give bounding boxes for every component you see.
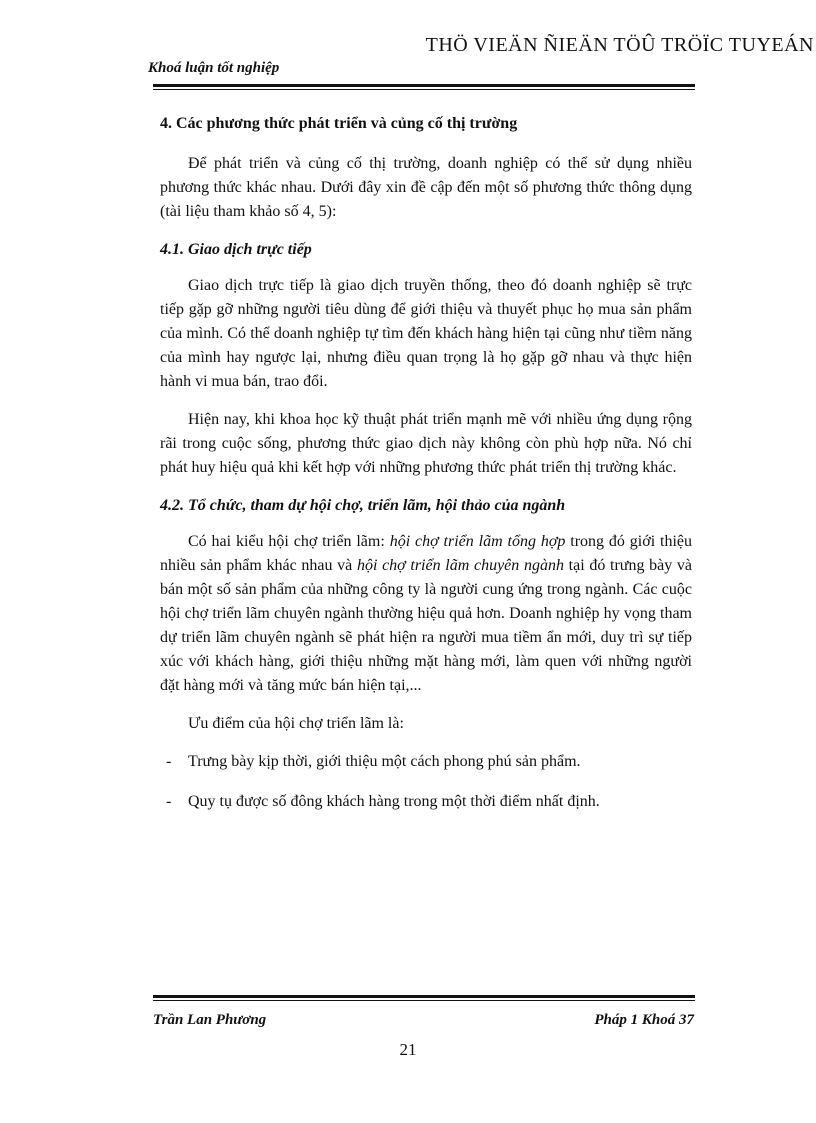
header-title: Khoá luận tốt nghiệp [148,60,280,76]
bullet-dash: - [166,793,172,810]
paragraph-4-1-a: Giao dịch trực tiếp là giao dịch truyền thống, theo đó doanh nghiệp sẽ trực tiếp gặp gỡ những người tiêu dùng để giới thiệu và thuyết phục họ mua sản phẩm của mình. Có thể doanh nghiệp tự tìm đến khách hàng hiện tại cũng như tiềm năng của mình hay ngược lại, nhưng điều quan trọng là họ gặp gỡ nhau và thực hiện hành vi mua bán, trao đổi. [160,277,692,390]
bullet-dash: - [166,753,172,770]
header-rule [153,84,695,90]
footer-rule [153,995,695,1001]
section-intro: Để phát triển và củng cố thị trường, doanh nghiệp có thể sử dụng nhiều phương thức khác nhau. Dưới đây xin đề cập đến một số phương thức thông dụng (tài liệu tham khảo số 4, 5): [160,155,692,220]
paragraph-4-2-a [160,530,692,698]
bullet-item [160,750,692,774]
page-number: 21 [399,1040,417,1059]
footer-class: Pháp 1 Khoá 37 [594,1012,694,1028]
bullet-text: Quy tụ được số đông khách hàng trong một thời điểm nhất định. [188,793,600,810]
footer-author: Trần Lan Phương [153,1012,267,1028]
text-run: Có hai kiểu hội chợ triển lãm: [188,533,390,550]
section-heading: 4. Các phương thức phát triển và củng cố thị trường [160,115,518,132]
header-watermark: THÖ VIEÄN ÑIEÄN TÖÛ TRÖÏC TUYEÁN [425,34,814,56]
page-content [160,112,692,830]
subsection-heading-4-2: 4.2. Tổ chức, tham dự hội chợ, triển lãm, hội thảo của ngành [160,497,566,514]
italic-term-general-fair: hội chợ triển lãm tổng hợp [389,533,566,550]
advantages-intro: Ưu điểm của hội chợ triển lãm là: [188,715,404,732]
bullet-item [160,790,692,814]
text-run: tại đó trưng bày và bán một số sản phẩm của những công ty là người cung ứng trong ngành. Các cuộc hội chợ triển lãm chuyên ngành thường hiệu quả hơn. Doanh nghiệp hy vọng tham dự triển lãm chuyên ngành sẽ phát hiện ra người mua tiềm ẩn mới, duy trì sự tiếp xúc với khách hàng, giới thiệu những mặt hàng mới, làm quen với những người đặt hàng mới và tăng mức bán hiện tại,... [160,557,693,694]
paragraph-4-1-b: Hiện nay, khi khoa học kỹ thuật phát triển mạnh mẽ với nhiều ứng dụng rộng rãi trong cuộc sống, phương thức giao dịch này không còn phù hợp nữa. Nó chỉ phát huy hiệu quả khi kết hợp với những phương thức phát triển thị trường khác. [160,411,692,476]
text-run: trong đó giới thiệu nhiều sản phẩm khác nhau và [160,533,693,574]
subsection-heading-4-1: 4.1. Giao dịch trực tiếp [160,241,312,258]
bullet-text: Trưng bày kịp thời, giới thiệu một cách phong phú sản phẩm. [188,753,581,770]
italic-term-specialized-fair: hội chợ triển lãm chuyên ngành [356,557,564,574]
